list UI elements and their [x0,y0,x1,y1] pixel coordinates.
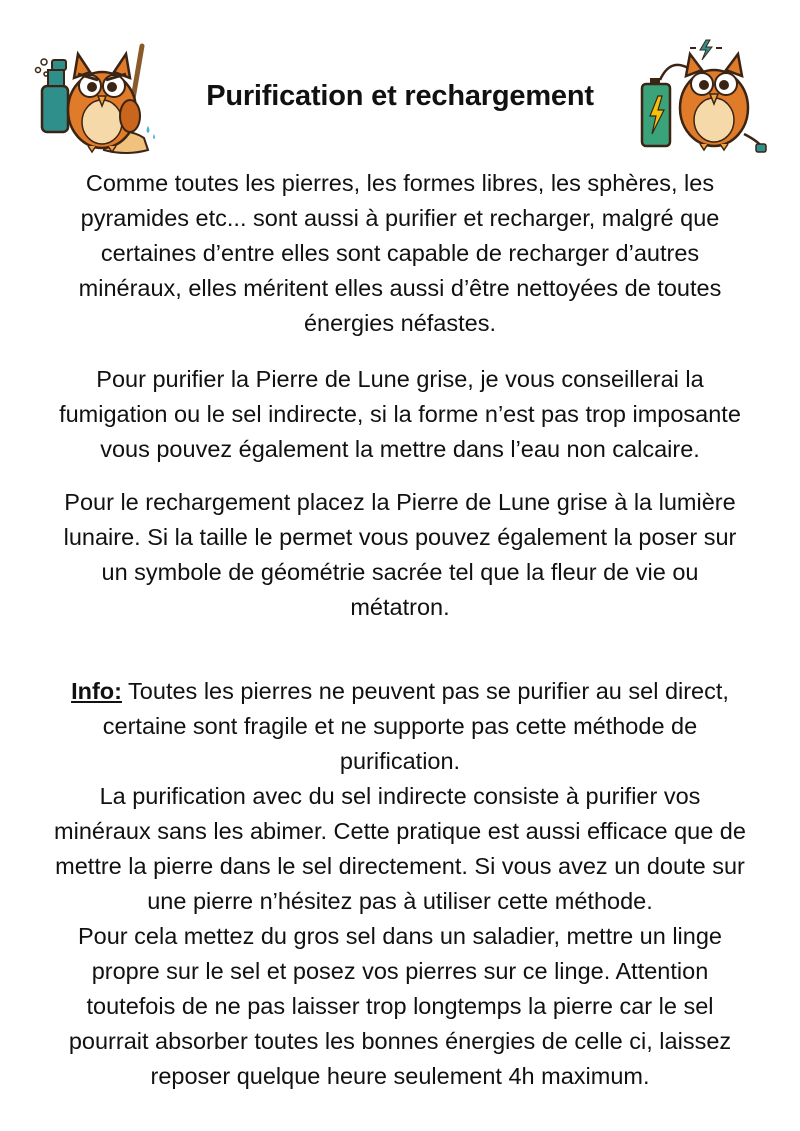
text-line: mettre la pierre dans le sel directement. Si vous avez un doute sur [55,853,745,879]
info-first-line [18,674,782,709]
text-line: reposer quelque heure seulement 4h maximum. [150,1063,650,1089]
page-title: Purification et rechargement [206,80,594,112]
info-section [18,674,782,1094]
header [0,38,800,158]
text-line: La purification avec du sel indirecte consiste à purifier vos [99,783,701,809]
text-line: métatron. [350,594,450,620]
text-line: lunaire. Si la taille le permet vous pouvez également la poser sur [63,524,737,550]
text-line: un symbole de géométrie sacrée tel que la fleur de vie ou [101,559,699,585]
text-line: Pour purifier la Pierre de Lune grise, je vous conseillerai la [96,366,704,392]
text-line: certaine sont fragile et ne supporte pas cette méthode de [102,713,698,739]
text-line: propre sur le sel et posez vos pierres sur ce linge. Attention [91,958,709,984]
text-line: énergies néfastes. [303,310,497,336]
text-line: toutefois de ne pas laisser trop longtemps la pierre car le sel [86,993,714,1019]
paragraph-recharging [18,485,782,625]
paragraph-purification-method [18,362,782,467]
text-line: vous pouvez également la mettre dans l’eau non calcaire. [100,436,700,462]
text-line: Comme toutes les pierres, les formes libres, les sphères, les [85,170,715,196]
text-line: certaines d’entre elles sont capable de recharger d’autres [100,240,700,266]
text-line: minéraux sans les abimer. Cette pratique est aussi efficace que de [54,818,746,844]
text-line: minéraux, elles méritent elles aussi d’être nettoyées de toutes [78,275,722,301]
paragraph-purification-intro [18,166,782,341]
info-label: Info: [71,678,122,704]
text-line: purification. [339,748,461,774]
owl-charging-battery-icon [640,38,770,158]
text-line: fumigation ou le sel indirecte, si la forme n’est pas trop imposante [59,401,741,427]
text-line: une pierre n’hésitez pas à utiliser cette méthode. [147,888,653,914]
info-first-text: Toutes les pierres ne peuvent pas se purifier au sel direct, [121,678,729,704]
text-line: Pour cela mettez du gros sel dans un saladier, mettre un linge [77,923,722,949]
text-line: Pour le rechargement placez la Pierre de Lune grise à la lumière [64,489,736,515]
text-line: pourrait absorber toutes les bonnes énergies de celle ci, laissez [68,1028,732,1054]
text-line: pyramides etc... sont aussi à purifier et recharger, malgré que [80,205,720,231]
owl-cleaning-icon [30,38,160,158]
